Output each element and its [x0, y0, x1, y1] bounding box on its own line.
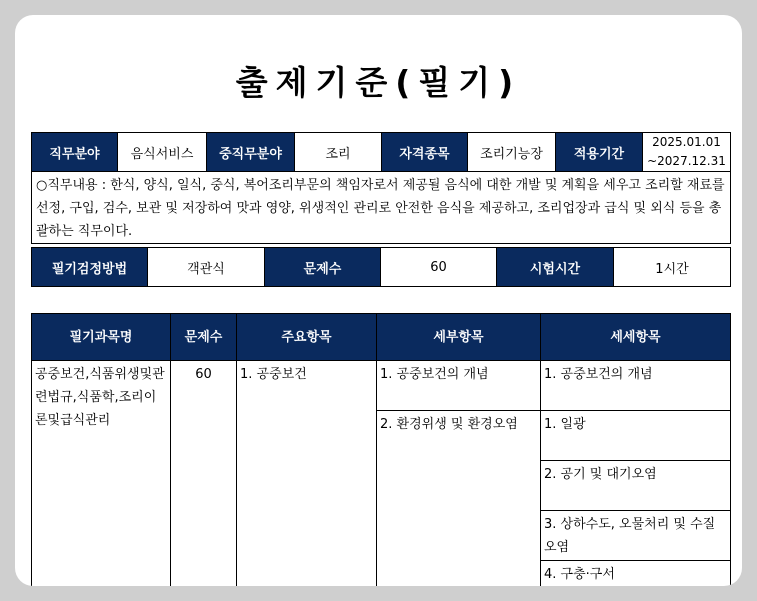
- job-field-label: 직무분야: [32, 133, 118, 172]
- qualification-value: 조리기능장: [468, 133, 556, 172]
- job-info-table: [31, 132, 731, 244]
- period-value: [643, 133, 731, 172]
- exam-time-value: 1시간: [614, 248, 731, 287]
- job-field-value: 음식서비스: [118, 133, 207, 172]
- main-item: 1. 공중보건: [237, 361, 377, 587]
- header-main-item: 주요항목: [237, 314, 377, 361]
- sub-field-label: 중직무분야: [207, 133, 295, 172]
- subject-question-count: 60: [171, 361, 237, 587]
- method-label: 필기검정방법: [32, 248, 148, 287]
- sub-item: 4. 구충·구서: [541, 561, 731, 587]
- subjects-table: [31, 313, 731, 586]
- period-label: 적용기간: [556, 133, 643, 172]
- header-count: 문제수: [171, 314, 237, 361]
- header-sub-item: 세세항목: [541, 314, 731, 361]
- header-detail-item: 세부항목: [377, 314, 541, 361]
- period-end: ~2027.12.31: [647, 154, 726, 168]
- qualification-label: 자격종목: [382, 133, 468, 172]
- period-start: 2025.01.01: [652, 135, 721, 149]
- page-title: 출제기준(필기): [235, 63, 522, 102]
- header-subject: 필기과목명: [32, 314, 171, 361]
- sub-item: 1. 일광: [541, 411, 731, 461]
- sub-item: 3. 상하수도, 오물처리 및 수질오염: [541, 511, 731, 561]
- detail-item: 1. 공중보건의 개념: [377, 361, 541, 411]
- document-card: [15, 15, 742, 586]
- sub-field-value: 조리: [295, 133, 382, 172]
- question-count-value: 60: [381, 248, 497, 287]
- subject-name: 공중보건,식품위생및관련법규,식품학,조리이론및급식관리: [32, 361, 171, 587]
- sub-item: 1. 공중보건의 개념: [541, 361, 731, 411]
- question-count-label: 문제수: [265, 248, 381, 287]
- method-value: 객관식: [148, 248, 265, 287]
- sub-item: 2. 공기 및 대기오염: [541, 461, 731, 511]
- job-description: ○직무내용 : 한식, 양식, 일식, 중식, 복어조리부문의 책임자로서 제공될 음식에 대한 개발 및 계획을 세우고 조리할 재료를 선정, 구입, 검수, 보관 및 저장하여 맛과 영양, 위생적인 관리로 안전한 음식을 제공하고, 조리업장과 급식 및 외식 등을 총괄하는 직무이다.: [32, 172, 731, 244]
- exam-time-label: 시험시간: [497, 248, 614, 287]
- detail-item: 2. 환경위생 및 환경오염: [377, 411, 541, 587]
- exam-method-table: [31, 247, 731, 287]
